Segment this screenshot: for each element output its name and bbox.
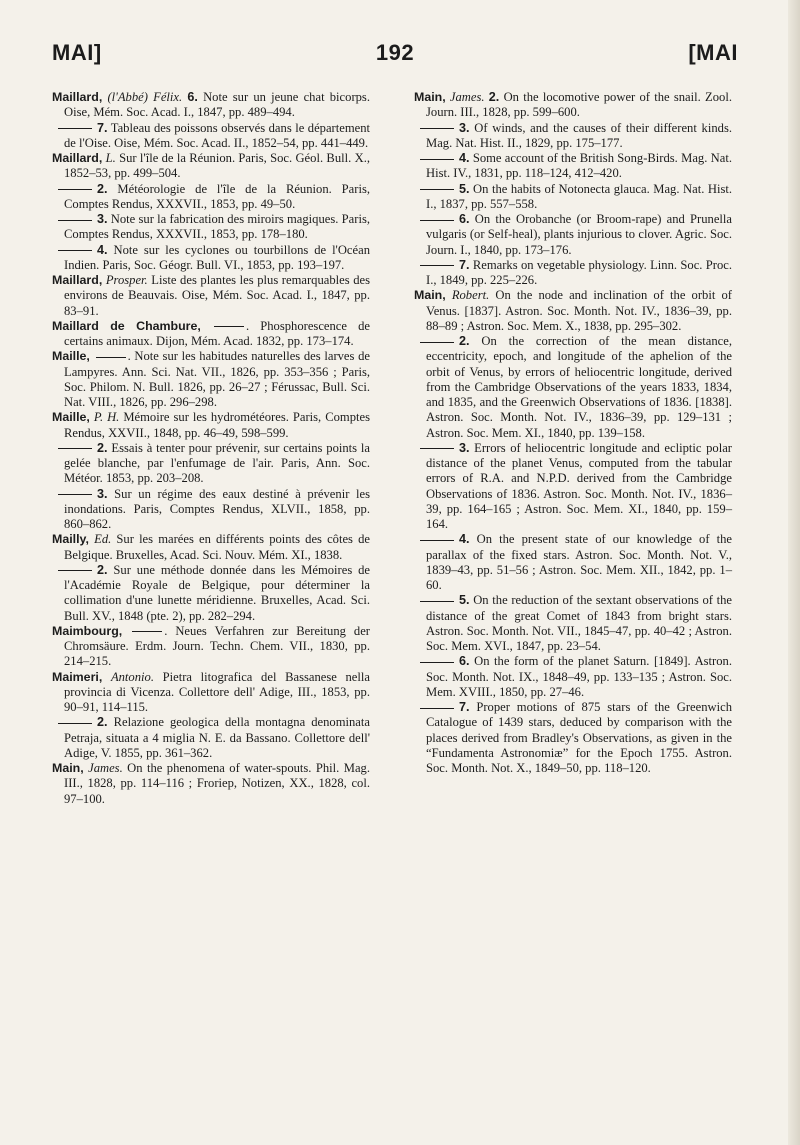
author-name: Main, [52, 761, 84, 775]
bibliography-entry [52, 151, 370, 182]
author-forename: Robert. [451, 288, 490, 303]
entry-text: On the locomotive power of the snail. Zool. Journ. III., 1828, pp. 599–600. [426, 90, 732, 120]
bibliography-entry [52, 273, 370, 319]
ditto-rule [58, 570, 92, 571]
bibliography-entry [414, 182, 732, 213]
entry-text: On the reduction of the sextant observations of the distance of the great Comet of 1843 from bright stars. Astron. Soc. Month. Not. VII., 1845–47, pp. 40–42 ; Astron. Soc. Mem. XVI., 1847, pp. 23–54. [426, 593, 733, 653]
bibliography-entry [52, 410, 370, 441]
left-column [52, 90, 370, 807]
author-forename: Prosper. [105, 273, 148, 287]
bibliography-entry [52, 243, 370, 274]
entry-text: . Note sur les habitudes naturelles des larves de Lampyres. Ann. Sci. Nat. VII., 1826, pp. 353–356 ; Paris, Soc. Philom. N. Bull. 1826, pp. 26–27 ; Férussac, Bull. Sci. Nat. VIII., 1826, pp. 296–298. [64, 349, 370, 409]
forename-unknown-rule [132, 631, 162, 632]
ditto-rule [58, 220, 92, 221]
entry-text: Essais à tenter pour prévenir, sur certains points la gelée blanche, par l'enfumage de l'air. Paris, Ann. Soc. Météor. 1853, pp. 203–208. [64, 440, 371, 486]
author-forename: P. H. [93, 410, 120, 425]
entry-text: . Phosphorescence de certains animaux. Dijon, Mém. Acad. 1832, pp. 173–174. [64, 318, 371, 348]
bibliography-entry [414, 258, 732, 289]
entry-number: 6. [459, 654, 470, 669]
right-column [414, 90, 732, 776]
entry-text: Note sur la fabrication des miroirs magiques. Paris, Comptes Rendus, XXXVII., 1853, pp. 178–180. [64, 212, 370, 242]
ditto-rule [58, 189, 92, 190]
bibliography-entry [414, 121, 732, 152]
bibliography-entry [52, 563, 370, 624]
entry-number: 6. [459, 212, 470, 226]
bibliography-entry [52, 319, 370, 350]
bibliography-entry [52, 121, 370, 152]
bibliography-entry [52, 90, 370, 121]
bibliography-entry [414, 700, 732, 776]
ditto-rule [420, 448, 454, 449]
bibliography-entry [52, 182, 370, 213]
entry-number: 7. [97, 120, 108, 135]
entry-text: Proper motions of 875 stars of the Greenwich Catalogue of 1439 stars, deduced by comparison with the places derived from Bradley's Observations, as given in the “Fundamenta Astronomiæ” for the Epoch 1755. Astron. Soc. Month. Not. X., 1849–50, pp. 118–120. [426, 700, 732, 775]
entry-number: 6. [187, 90, 198, 104]
bibliography-entry [52, 532, 370, 563]
author-name: Mailly, [52, 532, 89, 547]
ditto-rule [420, 708, 454, 709]
entry-number: 3. [459, 120, 470, 135]
ditto-rule [420, 128, 454, 129]
bibliography-entry [414, 441, 732, 533]
ditto-rule [58, 723, 92, 724]
author-name: Main, [414, 288, 446, 303]
page-number: 192 [375, 40, 415, 65]
forename-unknown-rule [96, 357, 126, 358]
entry-number: 7. [459, 700, 470, 714]
entry-number: 7. [459, 257, 470, 272]
ditto-rule [58, 448, 92, 449]
bibliography-entry [414, 90, 732, 121]
author-name: Maimeri, [52, 669, 103, 684]
author-name: Maillard de Chambure, [52, 318, 201, 333]
ditto-rule [420, 662, 454, 663]
entry-text: Relazione geologica della montagna denominata Petraja, situata a 4 miglia N. E. da Bassano. Collettore dell' Adige, V. 1855, pp. 361–362. [64, 715, 370, 760]
entry-text: Sur l'île de la Réunion. Paris, Soc. Géol. Bull. X., 1852–53, pp. 499–504. [64, 151, 370, 181]
entry-text: On the habits of Notonecta glauca. Mag. Nat. Hist. I., 1837, pp. 557–558. [426, 181, 732, 211]
entry-text: On the present state of our knowledge of the parallax of the fixed stars. Astron. Soc. Month. Not. V., 1839–43, pp. 51–56 ; Astron. Soc. Mem. XII., 1842, pp. 1–60. [426, 532, 732, 592]
running-head [52, 40, 738, 70]
author-forename: L. [105, 151, 116, 165]
bibliography-entry [52, 487, 370, 533]
entry-number: 2. [97, 715, 108, 730]
ditto-rule [420, 159, 454, 160]
author-name: Main, [414, 90, 446, 104]
entry-number: 3. [459, 440, 470, 455]
bibliography-entry [414, 532, 732, 593]
entry-text: Remarks on vegetable physiology. Linn. Soc. Proc. I., 1849, pp. 225–226. [426, 257, 732, 287]
page-edge [788, 0, 800, 1145]
author-forename: Antonio. [110, 669, 154, 684]
ditto-rule [420, 540, 454, 541]
running-head-left: MAI] [52, 40, 102, 65]
bibliography-entry [52, 670, 370, 716]
entry-text: Météorologie de l'île de la Réunion. Paris, Comptes Rendus, XXXVII., 1853, pp. 49–50. [64, 181, 370, 211]
bibliography-entry [52, 441, 370, 487]
entry-number: 2. [97, 562, 108, 577]
entry-number: 2. [97, 181, 108, 196]
author-forename: (l'Abbé) Félix. [107, 90, 183, 104]
author-forename: Ed. [94, 532, 112, 547]
entry-text: . Neues Verfahren zur Bereitung der Chromsäure. Erdm. Journ. Techn. Chem. VII., 1830, pp. 214–215. [64, 623, 370, 669]
entry-text: On the correction of the mean distance, eccentricity, epoch, and longitude of the aphelion of the orbit of Venus, by errors of heliocentric longitude, derived from the Cambridge Observations of the years 1833, 1834, and 1835, and the Greenwich Observations of 1836. [1838]. Astron. Soc. Month. Not. IV., 1836–39, pp. 129–131 ; Astron. Soc. Mem. XI., 1840, pp. 139–158. [426, 334, 732, 440]
ditto-rule [420, 342, 454, 343]
author-name: Maillard, [52, 151, 103, 165]
bibliography-entry [414, 212, 732, 258]
entry-text: Tableau des poissons observés dans le département de l'Oise. Oise, Mém. Soc. Acad. II., 1852–54, pp. 441–449. [64, 120, 371, 150]
author-name: Maillard, [52, 90, 103, 104]
entry-text: Sur un régime des eaux destiné à prévenir les inondations. Paris, Comptes Rendus, XLVII., 1858, pp. 860–862. [64, 486, 370, 531]
entry-text: Sur les marées en différents points des côtes de Belgique. Bruxelles, Acad. Sci. Nouv. Mém. XI., 1838. [64, 532, 370, 562]
bibliography-entry [414, 593, 732, 654]
entry-text: On the node and inclination of the orbit of Venus. [1837]. Astron. Soc. Month. Not. IV., 1836–39, pp. 88–89 ; Astron. Soc. Mem. X., 1838, pp. 295–302. [426, 288, 732, 333]
entry-text: Note sur les cyclones ou tourbillons de l'Océan Indien. Paris, Soc. Géogr. Bull. VI., 1853, pp. 193–197. [64, 242, 370, 272]
entry-number: 2. [459, 334, 470, 348]
author-name: Maillard, [52, 273, 103, 287]
entry-text: On the phenomena of water-spouts. Phil. Mag. III., 1828, pp. 114–116 ; Froriep, Notizen, XX., 1828, col. 97–100. [64, 761, 370, 806]
bibliography-entry [52, 624, 370, 670]
bibliography-entry [52, 212, 370, 243]
ditto-rule [58, 250, 92, 251]
entry-number: 4. [97, 242, 108, 257]
ditto-rule [420, 189, 454, 190]
ditto-rule [420, 601, 454, 602]
entry-number: 2. [488, 90, 500, 104]
entry-number: 4. [459, 151, 470, 165]
bibliography-entry [52, 349, 370, 410]
entry-number: 5. [459, 181, 470, 196]
entry-text: Of winds, and the causes of their different kinds. Mag. Nat. Hist. II., 1829, pp. 175–177. [426, 120, 732, 150]
entry-text: On the form of the planet Saturn. [1849]. Astron. Soc. Month. Not. IX., 1848–49, pp. 133–135 ; Astron. Soc. Mem. XVIII., 1850, pp. 27–46. [426, 654, 732, 699]
ditto-rule [420, 265, 454, 266]
entry-number: 5. [459, 593, 470, 608]
entry-number: 3. [97, 212, 108, 226]
entry-number: 3. [97, 486, 108, 501]
running-head-right: [MAI [688, 40, 738, 65]
bibliography-entry [52, 761, 370, 807]
bibliography-entry [52, 715, 370, 761]
ditto-rule [58, 494, 92, 495]
entry-text: Some account of the British Song-Birds. Mag. Nat. Hist. IV., 1831, pp. 118–124, 412–420. [426, 151, 732, 181]
entry-text: Mémoire sur les hydrométéores. Paris, Comptes Rendus, XXVII., 1848, pp. 46–49, 598–599. [64, 410, 370, 440]
author-name: Maille, [52, 349, 90, 364]
bibliography-entry [414, 334, 732, 441]
entry-number: 4. [459, 532, 470, 547]
ditto-rule [420, 220, 454, 221]
author-name: Maille, [52, 410, 90, 425]
entry-text: Errors of heliocentric longitude and ecliptic polar distance of the planet Venus, computed from the tabular errors of R.A. and N.P.D. derived from the Cambridge Observations of 1836. Astron. Soc. Month. Not. IV., 1836–39, pp. 164–165 ; Astron. Soc. Mem. XI., 1840, pp. 159–164. [426, 440, 732, 531]
entry-text: Pietra litografica del Bassanese nella provincia di Vicenza. Collettore dell' Adige, III., 1853, pp. 90–91, 114–115. [64, 669, 370, 714]
author-name: Maimbourg, [52, 623, 123, 638]
bibliography-entry [414, 151, 732, 182]
forename-unknown-rule [214, 326, 244, 327]
entry-text: Sur une méthode donnée dans les Mémoires de l'Académie Royale de Belgique, pour déterminer la collimation d'une lunette méridienne. Bruxelles, Acad. Sci. Bull. XV., 1848 (pte. 2), pp. 282–294. [64, 562, 370, 623]
ditto-rule [58, 128, 92, 129]
entry-text: Note sur un jeune chat bicorps. Oise, Mém. Soc. Acad. I., 1847, pp. 489–494. [64, 90, 370, 120]
bibliography-entry [414, 654, 732, 700]
entry-text: Liste des plantes les plus remarquables des environs de Beauvais. Oise, Mém. Soc. Acad. I., 1847, pp. 83–91. [64, 273, 370, 318]
author-forename: James. [449, 90, 485, 104]
author-forename: James. [88, 761, 123, 775]
bibliography-entry [414, 288, 732, 334]
entry-number: 2. [97, 440, 108, 455]
entry-text: On the Orobanche (or Broom-rape) and Prunella vulgaris (or Self-heal), plants injurious to clover. Agric. Soc. Journ. I., 1840, pp. 173–176. [426, 212, 732, 257]
